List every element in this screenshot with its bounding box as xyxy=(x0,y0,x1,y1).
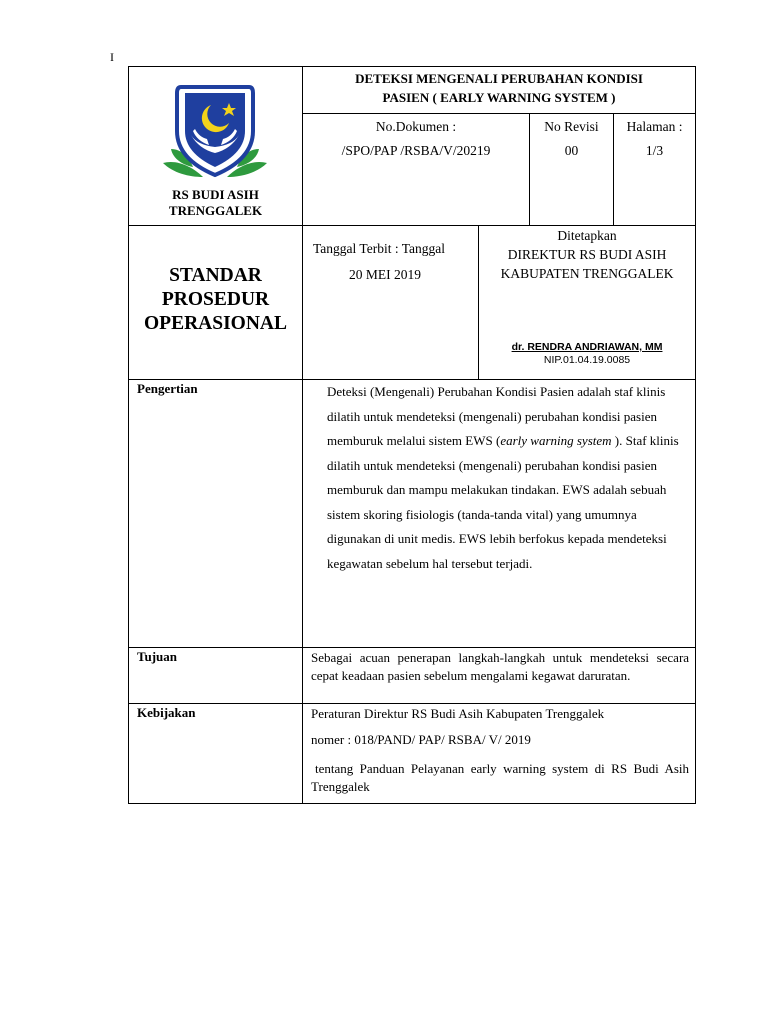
pengertian-label: Pengertian xyxy=(129,380,303,648)
tujuan-label: Tujuan xyxy=(129,648,303,704)
page-cell xyxy=(614,114,696,226)
document-number-label: No.Dokumen : xyxy=(375,119,457,134)
issue-date-label: Tanggal Terbit : Tanggal xyxy=(313,241,446,256)
page-label: Halaman : xyxy=(626,119,683,134)
pengertian-text: Deteksi (Mengenali) Perubahan Kondisi Pasien adalah staf klinis dilatih untuk mendeteksi (mengenali) perubahan kondisi pasien memburuk melalui sistem EWS (early warning system ). Staf klinis dilatih untuk mendeteksi (mengenali) perubahan kondisi pasien memburuk dan mampu melakukan tindakan. EWS adalah sebuah sistem skoring fisiologis (tanda-tanda vital) yang umumnya digunakan di unit medis. EWS lebih berfokus kepada mendeteksi kegawatan sebelum hal tersebut terjadi. xyxy=(303,380,696,648)
document-number-cell xyxy=(303,114,530,226)
director-title-line1: DIREKTUR RS BUDI ASIH xyxy=(507,247,667,262)
approval-cell xyxy=(479,226,696,380)
corner-mark: I xyxy=(110,50,114,64)
document-number-value: /SPO/PAP /RSBA/V/20219 xyxy=(341,143,491,158)
document-title: DETEKSI MENGENALI PERUBAHAN KONDISI PASIEN ( EARLY WARNING SYSTEM ) xyxy=(303,67,696,114)
issue-date-cell xyxy=(303,226,479,380)
hospital-logo-icon xyxy=(159,79,271,191)
tujuan-text: Sebagai acuan penerapan langkah-langkah untuk mendeteksi secara cepat keadaan pasien sebelum mengalami kegawat daruratan. xyxy=(303,648,696,704)
kebijakan-text: Peraturan Direktur RS Budi Asih Kabupaten Trenggalek nomer : 018/PAND/ PAP/ RSBA/ V/ 2019 tentang Panduan Pelayanan early warning system di RS Budi Asih Trenggalek xyxy=(303,704,696,804)
sop-document-table xyxy=(128,66,696,804)
revision-label: No Revisi xyxy=(544,119,599,134)
signer-name: dr. RENDRA ANDRIAWAN, MM xyxy=(511,341,663,353)
issue-date-value: 20 MEI 2019 xyxy=(349,267,421,282)
sop-title: STANDAR PROSEDUR OPERASIONAL xyxy=(143,265,288,334)
signer-nip: NIP.01.04.19.0085 xyxy=(543,354,631,366)
revision-cell xyxy=(530,114,614,226)
approval-label: Ditetapkan xyxy=(557,228,617,243)
hospital-name: RS BUDI ASIH TRENGGALEK xyxy=(168,187,263,218)
page-value: 1/3 xyxy=(645,143,664,158)
hospital-logo-cell xyxy=(129,67,303,226)
revision-value: 00 xyxy=(564,143,579,158)
sop-title-cell xyxy=(129,226,303,380)
kebijakan-label: Kebijakan xyxy=(129,704,303,804)
director-title-line2: KABUPATEN TRENGGALEK xyxy=(500,266,674,281)
